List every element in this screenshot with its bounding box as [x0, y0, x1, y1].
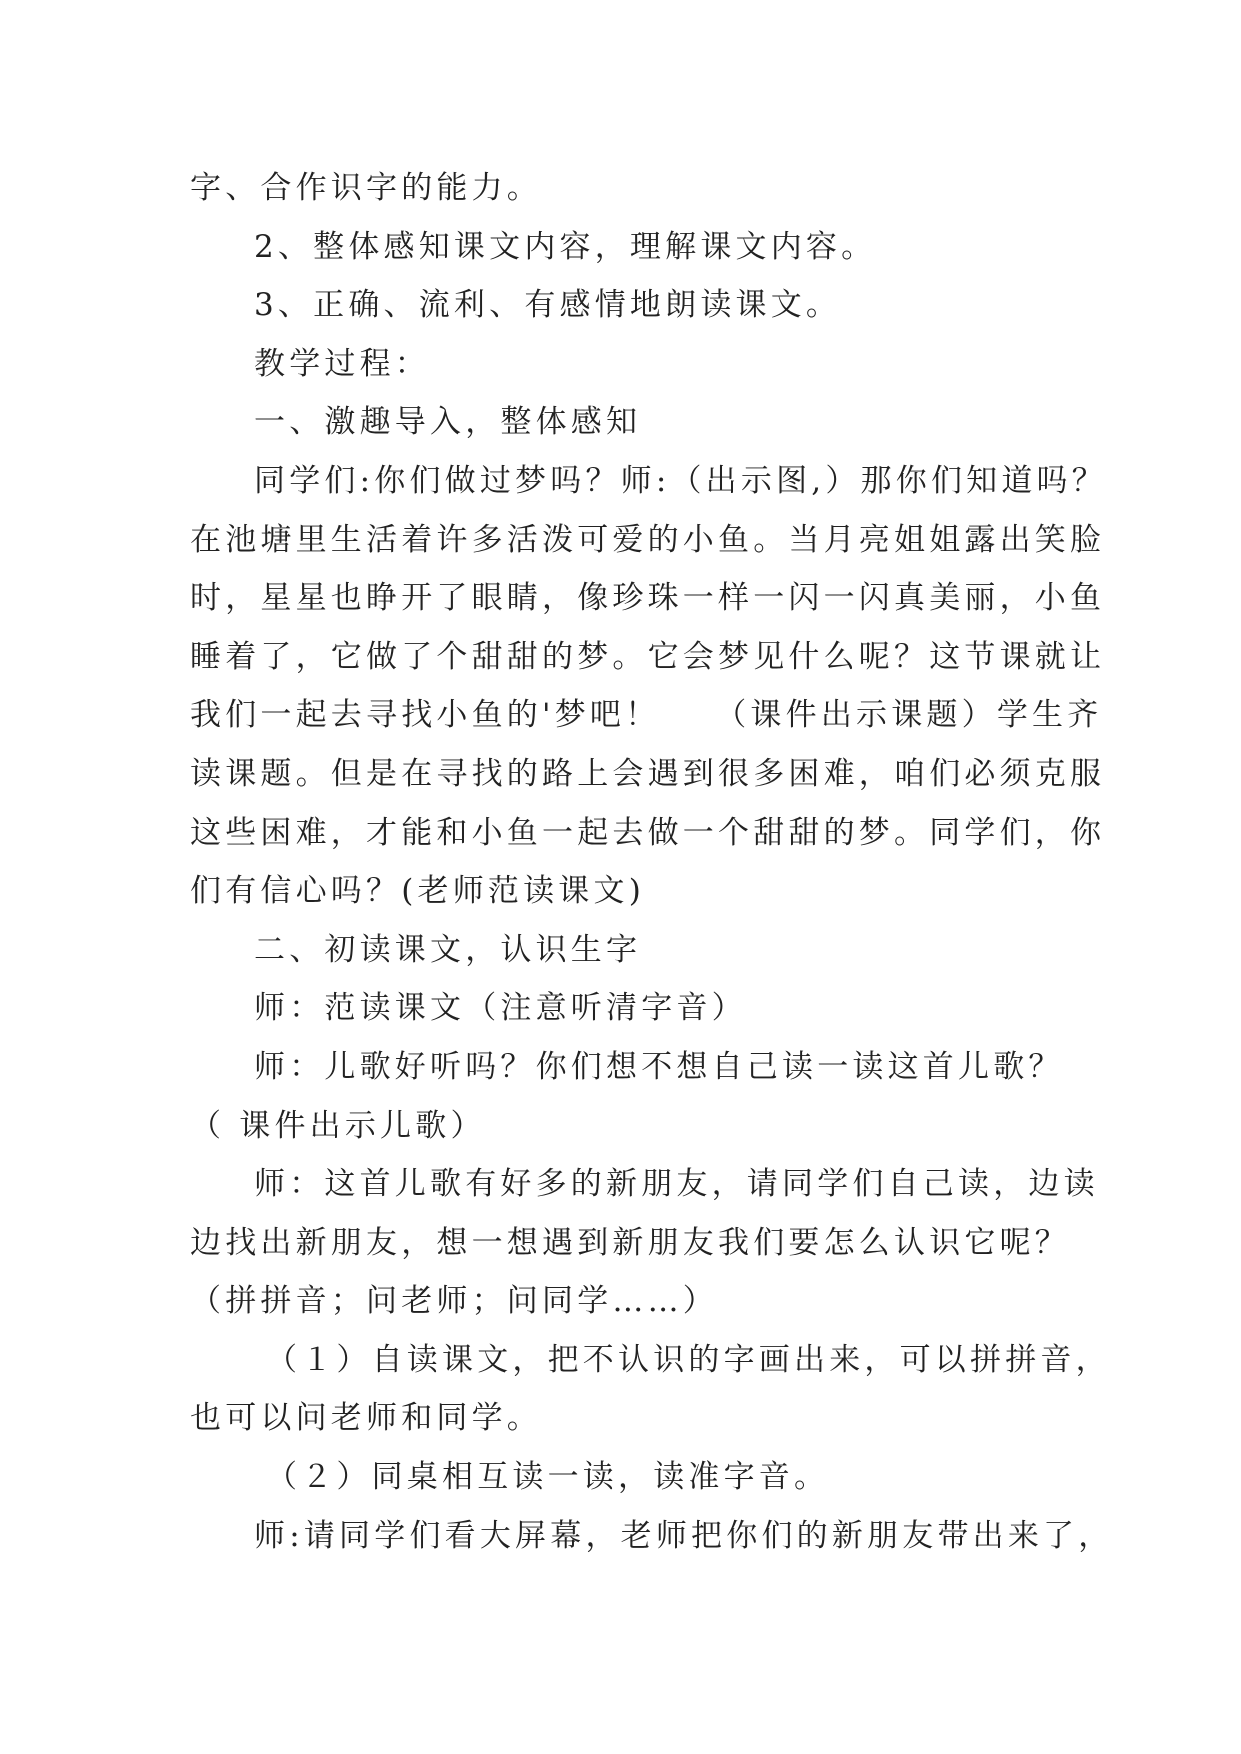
- text-line: 在池塘里生活着许多活泼可爱的小鱼。当月亮姐姐露出笑脸: [190, 521, 1106, 558]
- text-line: 时，星星也睁开了眼睛，像珍珠一样一闪一闪真美丽，小鱼: [190, 580, 1106, 617]
- text-line: （１）自读课文，把不认识的字画出来，可以拼拼音，: [266, 1341, 1111, 1378]
- text-line: 字、合作识字的能力。: [190, 170, 542, 206]
- text-line: （拼拼音；问老师；问同学……）: [190, 1283, 718, 1320]
- text-line: 也可以问老师和同学。: [190, 1400, 542, 1437]
- text-line: 读课题。但是在寻找的路上会遇到很多困难，咱们必须克服: [190, 755, 1106, 792]
- text-line: 这些困难，才能和小鱼一起去做一个甜甜的梦。同学们，你: [190, 814, 1106, 851]
- text-line: 睡着了，它做了个甜甜的梦。它会梦见什么呢？这节课就让: [190, 638, 1106, 675]
- section-heading: 二、初读课文，认识生字: [254, 931, 642, 968]
- text-line: 师:请同学们看大屏幕，老师把你们的新朋友带出来了，: [254, 1517, 1114, 1554]
- text-line: （２）同桌相互读一读，读准字音。: [266, 1459, 830, 1496]
- text-line: （ 课件出示儿歌）: [190, 1107, 486, 1144]
- section-heading: 教学过程：: [254, 345, 430, 382]
- section-heading: 一、激趣导入，整体感知: [254, 404, 642, 441]
- text-line: 师：范读课文（注意听清字音）: [254, 990, 747, 1027]
- text-line: 们有信心吗？(老师范读课文): [190, 873, 645, 910]
- text-line: 师：儿歌好听吗？你们想不想自己读一读这首儿歌？: [254, 1048, 1064, 1085]
- text-line: 师：这首儿歌有好多的新朋友，请同学们自己读，边读: [254, 1166, 1099, 1203]
- body-text: [190, 159, 1114, 1565]
- text-line: 3、正确、流利、有感情地朗读课文。: [254, 287, 842, 324]
- text-line: 同学们:你们做过梦吗？师:（出示图,）那你们知道吗？: [254, 462, 1107, 499]
- text-line: 边找出新朋友，想一想遇到新朋友我们要怎么认识它呢？: [190, 1224, 1070, 1261]
- text-line: 2、整体感知课文内容，理解课文内容。: [254, 228, 877, 265]
- text-line: 我们一起去寻找小鱼的'梦吧！ （课件出示课题）学生齐: [190, 697, 1103, 734]
